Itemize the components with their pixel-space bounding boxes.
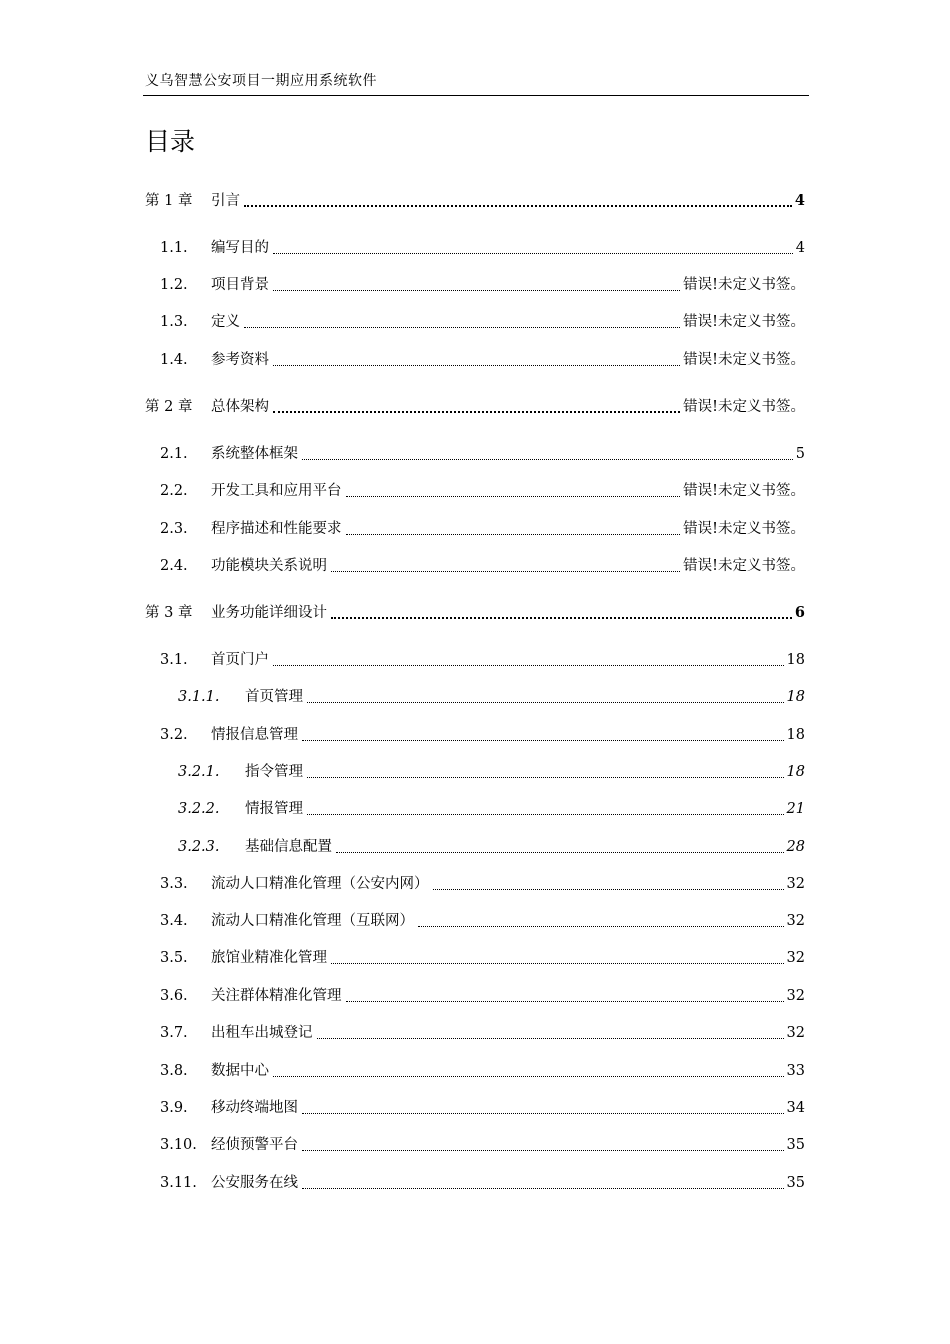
toc-dot-leader	[317, 1022, 784, 1044]
toc-dot-leader	[418, 910, 784, 932]
toc-entry-page: 18	[786, 689, 805, 705]
toc-entry[interactable]	[0, 602, 950, 624]
toc-entry-number: 3.11.	[160, 1175, 197, 1191]
toc-entry-page: 32	[786, 1025, 805, 1041]
toc-entry-number: 3.3.	[160, 876, 188, 892]
toc-entry-title: 指令管理	[245, 764, 303, 780]
toc-dot-leader	[307, 798, 784, 820]
toc-entry[interactable]	[0, 274, 950, 296]
toc-dot-leader	[273, 349, 680, 371]
toc-entry-page: 4	[794, 192, 805, 209]
toc-dot-leader	[433, 873, 784, 895]
toc-dot-leader	[273, 1060, 784, 1082]
toc-entry-number: 2.4.	[160, 558, 188, 574]
toc-dot-leader	[307, 686, 784, 708]
toc-dot-leader	[273, 274, 680, 296]
toc-entry-title: 经侦预警平台	[211, 1137, 298, 1153]
toc-entry[interactable]	[0, 686, 950, 708]
toc-dot-leader	[273, 649, 784, 671]
toc-dot-leader	[244, 190, 792, 212]
toc-entry-title: 旅馆业精准化管理	[211, 950, 327, 966]
toc-entry-title: 基础信息配置	[245, 839, 332, 855]
toc-entry-title: 移动终端地图	[211, 1100, 298, 1116]
toc-entry-page: 32	[786, 913, 805, 929]
toc-dot-leader	[346, 518, 680, 540]
toc-entry-page: 错误!未定义书签。	[683, 558, 805, 574]
toc-entry[interactable]	[0, 1060, 950, 1082]
toc-entry-number: 3.10.	[160, 1137, 197, 1153]
toc-entry-number: 3.7.	[160, 1025, 188, 1041]
toc-entry[interactable]	[0, 480, 950, 502]
toc-entry-number: 1.3.	[160, 314, 188, 330]
toc-dot-leader	[302, 1134, 784, 1156]
toc-dot-leader	[336, 836, 784, 858]
toc-entry-page: 错误!未定义书签。	[683, 314, 805, 330]
toc-entry[interactable]	[0, 947, 950, 969]
toc-entry-number: 3.8.	[160, 1063, 188, 1079]
toc-entry-page: 错误!未定义书签。	[683, 399, 805, 415]
toc-entry[interactable]	[0, 349, 950, 371]
toc-entry[interactable]	[0, 237, 950, 259]
toc-entry-page: 28	[786, 839, 805, 855]
running-header: 义乌智慧公安项目一期应用系统软件	[145, 73, 377, 89]
toc-entry-title: 程序描述和性能要求	[211, 521, 342, 537]
toc-entry[interactable]	[0, 798, 950, 820]
toc-entry[interactable]	[0, 761, 950, 783]
toc-entry[interactable]	[0, 985, 950, 1007]
toc-entry-page: 32	[786, 988, 805, 1004]
toc-entry-title: 公安服务在线	[211, 1175, 298, 1191]
toc-entry-title: 系统整体框架	[211, 446, 298, 462]
toc-dot-leader	[244, 311, 680, 333]
toc-dot-leader	[331, 602, 792, 624]
toc-entry[interactable]	[0, 873, 950, 895]
toc-entry-page: 35	[786, 1137, 805, 1153]
toc-entry-number: 第 2 章	[145, 399, 193, 415]
toc-entry-number: 3.2.1.	[178, 764, 220, 780]
toc-entry[interactable]	[0, 443, 950, 465]
toc-entry-page: 35	[786, 1175, 805, 1191]
toc-entry[interactable]	[0, 724, 950, 746]
toc-entry-number: 3.6.	[160, 988, 188, 1004]
toc-dot-leader	[346, 985, 784, 1007]
toc-entry-page: 21	[786, 801, 805, 817]
toc-entry-number: 第 3 章	[145, 605, 193, 621]
toc-entry-title: 编写目的	[211, 240, 269, 256]
toc-dot-leader	[331, 555, 680, 577]
toc-entry-title: 参考资料	[211, 352, 269, 368]
toc-entry-title: 首页门户	[211, 652, 269, 668]
toc-entry-title: 首页管理	[245, 689, 303, 705]
toc-entry-title: 流动人口精准化管理（公安内网）	[211, 876, 429, 892]
toc-entry[interactable]	[0, 1172, 950, 1194]
toc-entry[interactable]	[0, 1134, 950, 1156]
toc-entry-page: 错误!未定义书签。	[683, 352, 805, 368]
toc-entry[interactable]	[0, 396, 950, 418]
toc-entry[interactable]	[0, 311, 950, 333]
toc-entry-title: 引言	[211, 193, 240, 209]
toc-dot-leader	[273, 237, 793, 259]
toc-entry-number: 3.5.	[160, 950, 188, 966]
toc-entry-page: 33	[786, 1063, 805, 1079]
toc-entry-page: 错误!未定义书签。	[683, 277, 805, 293]
toc-entry[interactable]	[0, 1097, 950, 1119]
toc-entry-title: 情报信息管理	[211, 727, 298, 743]
toc-entry-title: 项目背景	[211, 277, 269, 293]
toc-entry[interactable]	[0, 190, 950, 212]
toc-entry-page: 18	[786, 764, 805, 780]
toc-entry-number: 3.1.	[160, 652, 188, 668]
toc-entry-page: 18	[786, 727, 805, 743]
toc-entry-number: 2.2.	[160, 483, 188, 499]
toc-dot-leader	[331, 947, 784, 969]
toc-entry-number: 2.1.	[160, 446, 188, 462]
toc-entry-number: 1.1.	[160, 240, 188, 256]
toc-entry-title: 出租车出城登记	[211, 1025, 313, 1041]
toc-entry-title: 开发工具和应用平台	[211, 483, 342, 499]
toc-entry-title: 定义	[211, 314, 240, 330]
toc-entry-page: 6	[794, 604, 805, 621]
toc-entry[interactable]	[0, 649, 950, 671]
toc-entry[interactable]	[0, 518, 950, 540]
toc-entry-number: 第 1 章	[145, 193, 193, 209]
toc-entry-title: 数据中心	[211, 1063, 269, 1079]
toc-entry-page: 5	[795, 446, 805, 462]
toc-dot-leader	[302, 443, 793, 465]
toc-entry-title: 情报管理	[245, 801, 303, 817]
toc-entry[interactable]	[0, 910, 950, 932]
toc-entry-title: 功能模块关系说明	[211, 558, 327, 574]
toc-entry-number: 1.4.	[160, 352, 188, 368]
toc-entry-number: 3.4.	[160, 913, 188, 929]
toc-entry-number: 3.2.3.	[178, 839, 220, 855]
toc-entry[interactable]	[0, 1022, 950, 1044]
toc-entry-page: 18	[786, 652, 805, 668]
toc-entry-title: 业务功能详细设计	[211, 605, 327, 621]
toc-entry-page: 32	[786, 876, 805, 892]
toc-entry[interactable]	[0, 555, 950, 577]
toc-entry-number: 2.3.	[160, 521, 188, 537]
toc-dot-leader	[273, 396, 680, 418]
toc-entry-page: 34	[786, 1100, 805, 1116]
toc-dot-leader	[302, 724, 784, 746]
toc-entry-title: 流动人口精准化管理（互联网）	[211, 913, 414, 929]
toc-entry-number: 3.1.1.	[178, 689, 220, 705]
toc-entry-page: 32	[786, 950, 805, 966]
toc-entry-page: 错误!未定义书签。	[683, 483, 805, 499]
toc-dot-leader	[302, 1172, 784, 1194]
toc-title: 目录	[145, 127, 196, 156]
toc-entry-title: 总体架构	[211, 399, 269, 415]
toc-entry-number: 1.2.	[160, 277, 188, 293]
toc-entry-number: 3.9.	[160, 1100, 188, 1116]
toc-dot-leader	[302, 1097, 784, 1119]
toc-entry-number: 3.2.2.	[178, 801, 220, 817]
toc-entry-page: 错误!未定义书签。	[683, 521, 805, 537]
toc-entry-number: 3.2.	[160, 727, 188, 743]
toc-entry[interactable]	[0, 836, 950, 858]
toc-entry-title: 关注群体精准化管理	[211, 988, 342, 1004]
toc-dot-leader	[307, 761, 784, 783]
toc-dot-leader	[346, 480, 680, 502]
toc-entry-page: 4	[795, 240, 805, 256]
